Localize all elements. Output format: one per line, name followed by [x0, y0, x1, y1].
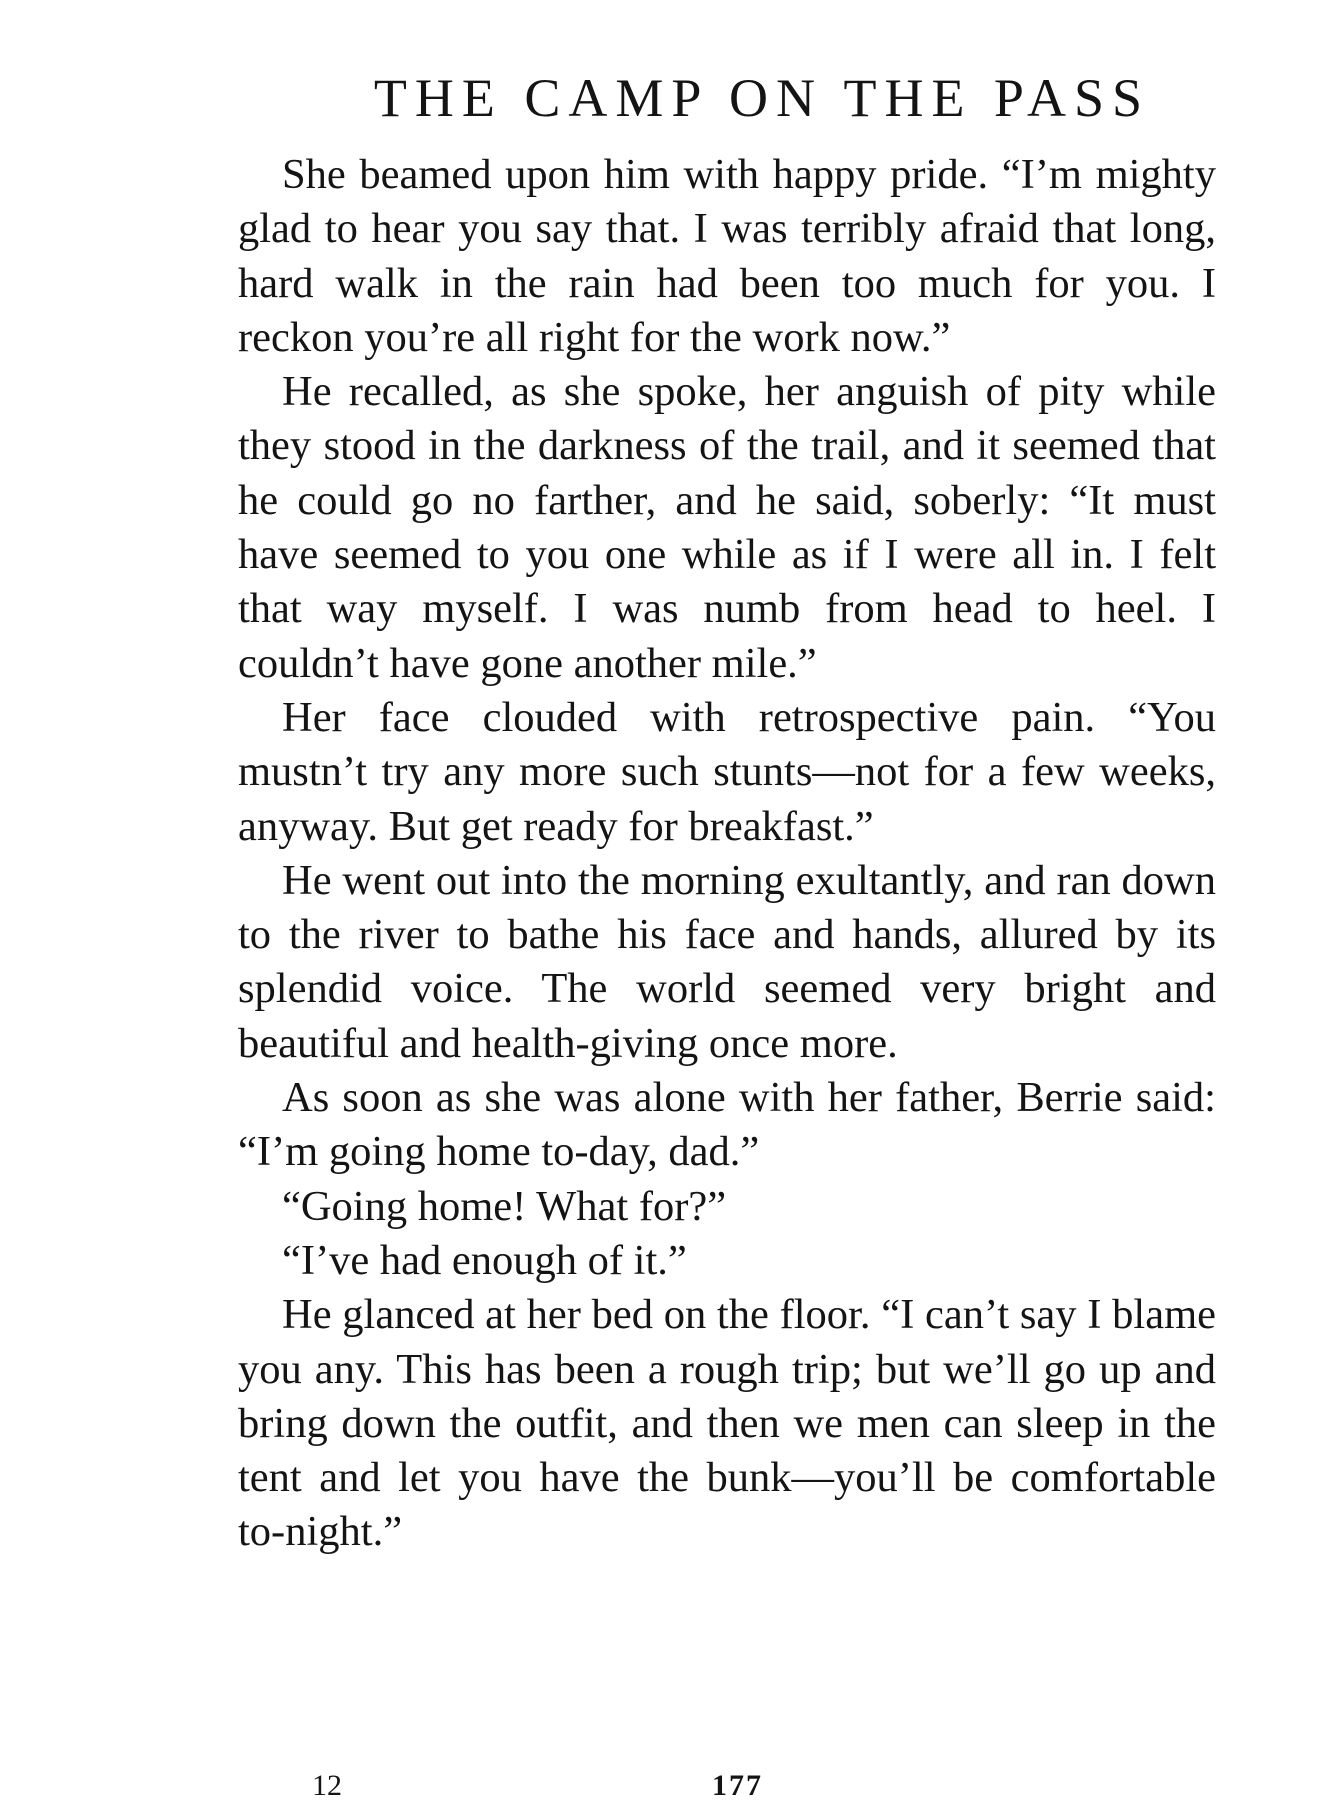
paragraph: “Going home! What for?”: [282, 1182, 727, 1230]
paragraph: “I’ve had enough of it.”: [282, 1236, 687, 1284]
signature-mark: 12: [312, 1769, 342, 1802]
paragraph: As soon as she was alone with her father, Berrie said: “I’m going home to-day, dad.”: [238, 1074, 1216, 1176]
paragraph: He went out into the morning exultantly, and ran down to the river to bathe his face and hands, allured by its splendid voice. The world seemed very bright and beautiful and health-giving once more.: [238, 856, 1216, 1067]
paragraph: He recalled, as she spoke, her anguish of pity while they stood in the darkness of the trail, and it seemed that he could go no farther, and he said, soberly: “It must have seemed to you one while as if I were all in. I felt that way myself. I was numb from head to heel. I couldn’t have gone another mile.”: [238, 368, 1216, 687]
book-page: [238, 62, 1216, 1560]
body-text: [238, 148, 1216, 1560]
paragraph: Her face clouded with retrospective pain. “You mustn’t try any more such stunts—not for a few weeks, anyway. But get ready for breakfast.”: [238, 693, 1216, 850]
paragraph: She beamed upon him with happy pride. “I’m mighty glad to hear you say that. I was terribly afraid that long, hard walk in the rain had been too much for you. I reckon you’re all right for the work now.”: [238, 151, 1216, 361]
paragraph: He glanced at her bed on the floor. “I can’t say I blame you any. This has been a rough trip; but we’ll go up and bring down the outfit, and then we men can sleep in the tent and let you have the bunk—you’ll be comfortable to-night.”: [238, 1291, 1216, 1556]
page-number: 177: [712, 1769, 763, 1802]
running-head: THE CAMP ON THE PASS: [373, 68, 1151, 128]
